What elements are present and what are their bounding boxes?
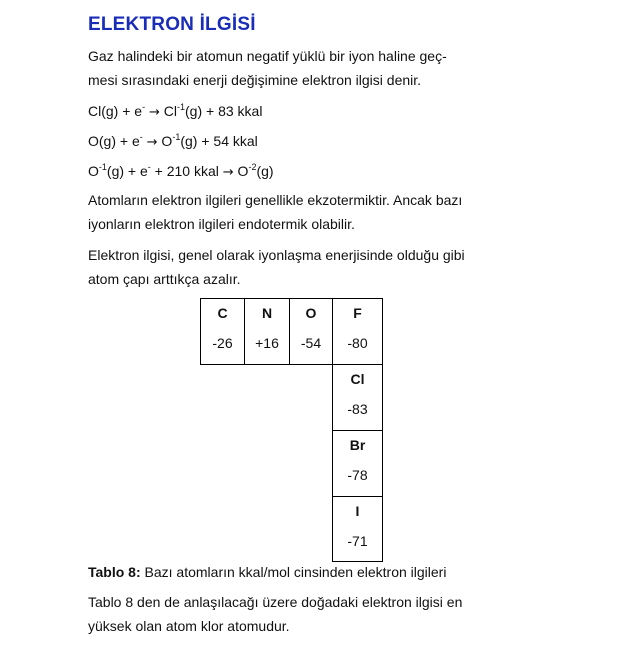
equation-chlorine: $Cl(g) + e^- \to Cl^{-1}(g) + 83$ kkal xyxy=(88,102,263,120)
element-symbol: Br xyxy=(349,437,366,453)
element-symbol: C xyxy=(217,305,228,321)
caption-text: Bazı atomların kkal/mol cinsinden elektron ilgileri xyxy=(140,564,447,580)
element-symbol: O xyxy=(305,305,317,321)
element-value: +16 xyxy=(255,335,279,351)
element-symbol: I xyxy=(355,503,360,519)
conclusion-line-2: yüksek olan atom klor atomudur. xyxy=(88,618,290,634)
trend-line-1: Elektron ilgisi, genel olarak iyonlaşma enerjisinde olduğu gibi xyxy=(88,247,465,263)
table-cell-br xyxy=(332,430,383,497)
element-symbol: Cl xyxy=(350,371,365,387)
table-cell-i xyxy=(332,496,383,562)
element-value: -71 xyxy=(347,533,368,549)
caption-label: Tablo 8: xyxy=(88,564,141,580)
element-value: -26 xyxy=(212,335,233,351)
table-cell-f xyxy=(332,298,383,365)
table-cell-cl xyxy=(332,364,383,431)
equation-oxygen: $O(g) + e^- \to O^{-1}(g) + 54$ kkal xyxy=(88,132,258,150)
exothermic-line-1: Atomların elektron ilgileri genellikle ekzotermiktir. Ancak bazı xyxy=(88,192,463,208)
element-symbol: F xyxy=(353,305,362,321)
conclusion-line-1: Tablo 8 den de anlaşılacağı üzere doğadaki elektron ilgisi en xyxy=(88,594,463,610)
element-symbol: N xyxy=(261,305,273,321)
table-caption xyxy=(88,562,446,582)
element-value: -83 xyxy=(347,401,368,417)
element-value: -78 xyxy=(347,467,368,483)
exothermic-line-2: iyonların elektron ilgileri endotermik olabilir. xyxy=(88,216,355,232)
table-cell-n xyxy=(244,298,290,365)
definition-line-2: mesi sırasındaki enerji değişimine elektron ilgisi denir. xyxy=(88,72,422,88)
table-cell-o xyxy=(289,298,333,365)
table-cell-c xyxy=(200,298,245,365)
definition-line-1: Gaz halindeki bir atomun negatif yüklü bir iyon haline geç- xyxy=(88,48,447,64)
section-title: ELEKTRON İLGİSİ xyxy=(88,14,256,35)
trend-line-2: atom çapı arttıkça azalır. xyxy=(88,271,241,287)
element-value: -80 xyxy=(347,335,368,351)
equation-oxide-ion: $O^{-1}(g) + e^- + 210$ kkal → $O^{-2}(g)$ xyxy=(88,162,274,180)
element-value: -54 xyxy=(300,335,322,351)
